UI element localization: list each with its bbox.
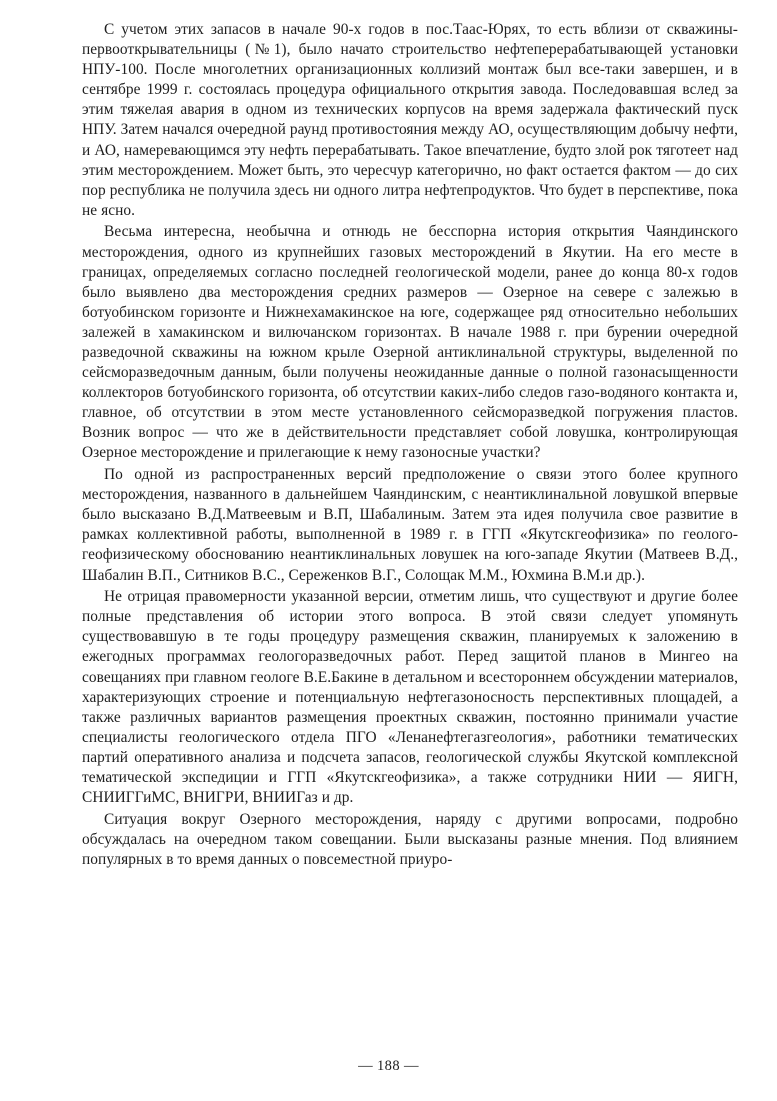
document-page xyxy=(82,20,738,871)
paragraph-5: Ситуация вокруг Озерного месторождения, наряду с другими вопросами, подробно обсуждалась на очередном таком совещании. Были высказаны разные мнения. Под влиянием популярных в то время данных о повсеместной приуро- xyxy=(82,810,738,868)
paragraph-4: Не отрицая правомерности указанной версии, отметим лишь, что существуют и другие более полные представления об истории этого вопроса. В этой связи следует упомянуть существовавшую в те годы процедуру размещения скважин, планируемых к заложению в ежегодных программах геологоразведочных работ. Перед защитой планов в Мингео на совещаниях при главном геологе В.Е.Бакине в детальном и всестороннем обсуждении материалов, характеризующих строение и потенциальную нефтегазоносность перспективных площадей, а также различных вариантов размещения проектных скважин, постоянно принимали участие специалисты геологического отдела ПГО «Ленанефтегазгеология», работники тематических партий оперативного анализа и подсчета запасов, геологической службы Якутской комплексной тематической экспедиции и ГГП «Якутскгеофизика», а также сотрудники НИИ — ЯИГН, СНИИГГиМС, ВНИГРИ, ВНИИГаз и др. xyxy=(82,588,738,807)
paragraph-2: Весьма интересна, необычна и отнюдь не бесспорна история открытия Чаяндинского месторождения, одного из крупнейших газовых месторождений в Якутии. На его месте в границах, определяемых согласно последней геологической модели, ранее до конца 80-х годов было выявлено два месторождения средних размеров — Озерное на севере с залежью в ботуобинском горизонте и Нижнехамакинское на юге, содержащее ряд относительно небольших залежей в хамакинском и вилючанском горизонтах. В начале 1988 г. при бурении очередной разведочной скважины на южном крыле Озерной антиклинальной структуры, выделенной по сейсморазведочным данным, были получены неожиданные данные о полной газонасыщенности коллекторов ботуобинского горизонта, об отсутствии каких-либо следов газо-водяного контакта и, главное, об отсутствии в этом месте установленного сейсморазведкой погружения пластов. Возник вопрос — что же в действительности представляет собой ловушка, контролирующая Озерное месторождение и прилегающие к нему газоносные участки? xyxy=(82,223,738,462)
page-number: — 188 — xyxy=(358,1058,419,1074)
paragraph-1: С учетом этих запасов в начале 90-х годов в пос.Таас-Юрях, то есть вблизи от скважины-первооткрывательницы (№1), было начато строительство нефтеперерабатывающей установки НПУ-100. После многолетних организационных коллизий монтаж был все-таки завершен, и в сентябре 1999 г. состоялась процедура официального открытия завода. Последовавшая вслед за этим тяжелая авария в одном из технических корпусов на время задержала фактический пуск НПУ. Затем начался очередной раунд противостояния между АО, осуществляющим добычу нефти, и АО, намеревающимся эту нефть перерабатывать. Такое впечатление, будто злой рок тяготеет над этим месторождением. Может быть, это чересчур категорично, но факт остается фактом — до сих пор республика не получила здесь ни одного литра нефтепродуктов. Что будет в перспективе, пока не ясно. xyxy=(82,21,738,219)
paragraph-3: По одной из распространенных версий предположение о связи этого более крупного месторождения, названного в дальнейшем Чаяндинским, с неантиклинальной ловушкой впервые было высказано В.Д.Матвеевым и В.П, Шабалиным. Затем эта идея получила свое развитие в рамках коллективной работы, выполненной в 1989 г. в ГГП «Якутскгеофизика» по геолого-геофизическому обоснованию неантиклинальных ловушек на юго-западе Якутии (Матвеев В.Д., Шабалин В.П., Ситников В.С., Сереженков В.Г., Солощак М.М., Юхмина В.М.и др.). xyxy=(82,466,738,584)
